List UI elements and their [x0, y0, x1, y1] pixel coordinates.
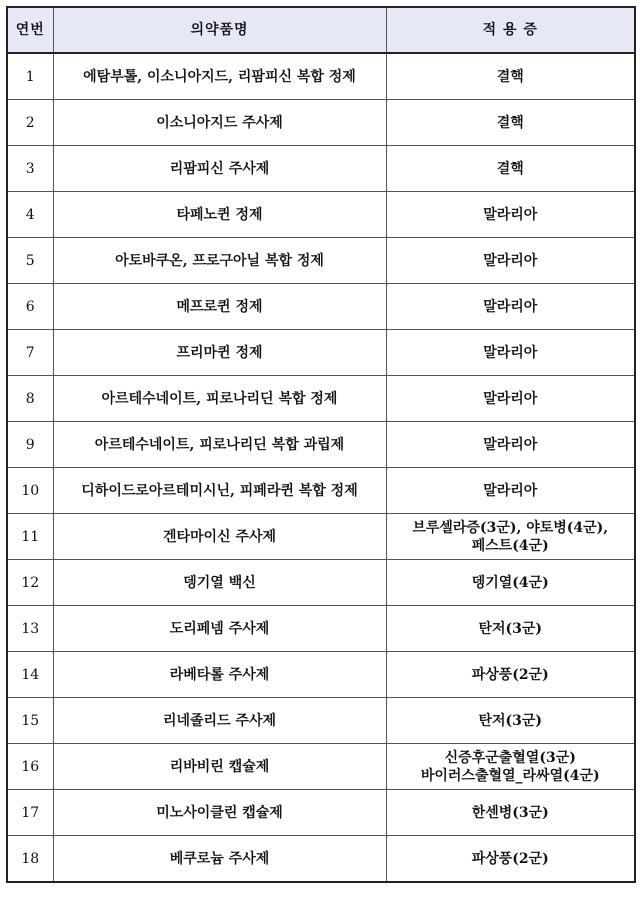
table-row [7, 698, 635, 744]
table-row [7, 100, 635, 146]
indication-line: 브루셀라증(3군), 야토병(4군), [412, 519, 609, 536]
header-drug-name: 의약품명 [53, 7, 386, 53]
indication [386, 53, 635, 100]
indication-line: 결핵 [496, 160, 524, 177]
table-row [7, 53, 635, 100]
indication-line: 파상풍(2군) [471, 850, 549, 867]
indication-line: 말라리아 [483, 390, 538, 407]
row-number: 18 [7, 836, 53, 883]
row-number: 2 [7, 100, 53, 146]
header-no: 연번 [7, 7, 53, 53]
row-number: 4 [7, 192, 53, 238]
row-number: 17 [7, 790, 53, 836]
drug-name: 리바비린 캡슐제 [53, 744, 386, 790]
drug-name: 뎅기열 백신 [53, 560, 386, 606]
row-number: 16 [7, 744, 53, 790]
indication-line: 신증후군출혈열(3군) [444, 749, 576, 766]
table-row [7, 652, 635, 698]
indication-line: 말라리아 [483, 298, 538, 315]
drug-name: 라베타롤 주사제 [53, 652, 386, 698]
table-row [7, 422, 635, 468]
row-number: 7 [7, 330, 53, 376]
row-number: 8 [7, 376, 53, 422]
row-number: 10 [7, 468, 53, 514]
indication [386, 100, 635, 146]
indication-line: 말라리아 [483, 252, 538, 269]
row-number: 1 [7, 53, 53, 100]
drug-name: 겐타마이신 주사제 [53, 514, 386, 560]
table-row [7, 744, 635, 790]
drug-name: 아르테수네이트, 피로나리딘 복합 정제 [53, 376, 386, 422]
indication-line: 뎅기열(4군) [471, 574, 549, 591]
indication [386, 560, 635, 606]
indication-line: 결핵 [496, 68, 524, 85]
indication [386, 606, 635, 652]
indication [386, 146, 635, 192]
indication [386, 376, 635, 422]
row-number: 6 [7, 284, 53, 330]
header-indication: 적 용 증 [386, 7, 635, 53]
drug-name: 베쿠로늄 주사제 [53, 836, 386, 883]
table-row [7, 376, 635, 422]
drug-name: 타페노퀸 정제 [53, 192, 386, 238]
indication-line: 한센병(3군) [471, 804, 549, 821]
drug-name: 에탐부톨, 이소니아지드, 리팜피신 복합 정제 [53, 53, 386, 100]
table-row [7, 468, 635, 514]
indication [386, 238, 635, 284]
indication-line: 말라리아 [483, 482, 538, 499]
drug-name: 리팜피신 주사제 [53, 146, 386, 192]
table-row [7, 238, 635, 284]
row-number: 12 [7, 560, 53, 606]
table-row [7, 330, 635, 376]
drug-name: 프리마퀸 정제 [53, 330, 386, 376]
drug-name: 아토바쿠온, 프로구아닐 복합 정제 [53, 238, 386, 284]
drug-name: 미노사이클린 캡슐제 [53, 790, 386, 836]
indication-line: 탄저(3군) [478, 620, 543, 637]
row-number: 3 [7, 146, 53, 192]
row-number: 9 [7, 422, 53, 468]
indication [386, 652, 635, 698]
indication [386, 698, 635, 744]
indication [386, 192, 635, 238]
drug-name: 도리페넴 주사제 [53, 606, 386, 652]
indication-line: 파상풍(2군) [471, 666, 549, 683]
table-row [7, 146, 635, 192]
indication [386, 468, 635, 514]
row-number: 15 [7, 698, 53, 744]
indication [386, 514, 635, 560]
table-header-row [7, 7, 635, 53]
indication-line: 말라리아 [483, 344, 538, 361]
drug-name: 메프로퀸 정제 [53, 284, 386, 330]
indication [386, 790, 635, 836]
drug-table [6, 6, 636, 883]
indication-line: 말라리아 [483, 206, 538, 223]
row-number: 11 [7, 514, 53, 560]
row-number: 14 [7, 652, 53, 698]
row-number: 5 [7, 238, 53, 284]
table-row [7, 790, 635, 836]
table-row [7, 836, 635, 883]
indication [386, 284, 635, 330]
table-row [7, 560, 635, 606]
table-row [7, 284, 635, 330]
indication [386, 422, 635, 468]
drug-name: 이소니아지드 주사제 [53, 100, 386, 146]
drug-name: 아르테수네이트, 피로나리딘 복합 과립제 [53, 422, 386, 468]
indication [386, 330, 635, 376]
table-row [7, 606, 635, 652]
indication-line: 탄저(3군) [478, 712, 543, 729]
indication-line: 바이러스출혈열_라싸열(4군) [420, 767, 600, 784]
drug-name: 디하이드로아르테미시닌, 피페라퀸 복합 정제 [53, 468, 386, 514]
indication [386, 744, 635, 790]
indication-line: 결핵 [496, 114, 524, 131]
drug-name: 리네졸리드 주사제 [53, 698, 386, 744]
table-row [7, 192, 635, 238]
indication-line: 말라리아 [483, 436, 538, 453]
row-number: 13 [7, 606, 53, 652]
indication-line: 페스트(4군) [471, 537, 549, 554]
table-row [7, 514, 635, 560]
indication [386, 836, 635, 883]
